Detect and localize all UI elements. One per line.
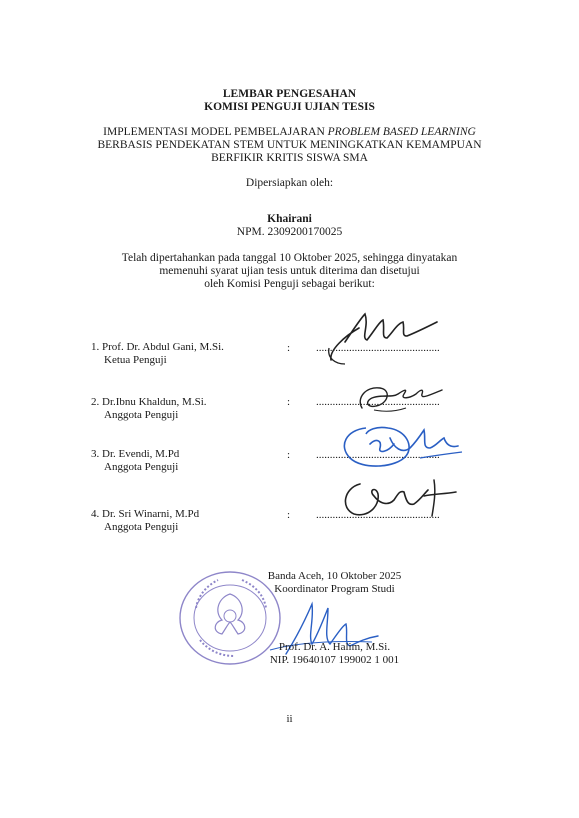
- examiner-1-name: 1. Prof. Dr. Abdul Gani, M.Si.: [91, 341, 224, 353]
- thesis-title-line-1: [0, 126, 579, 139]
- examiner-3-colon: :: [287, 449, 291, 461]
- approval-name: Prof. Dr. A. Halim, M.Si.: [278, 641, 391, 653]
- examiner-2-colon: :: [287, 396, 291, 408]
- author-name: Khairani: [267, 213, 312, 225]
- examiner-1-role: Ketua Penguji: [104, 354, 167, 366]
- examiner-3-name: 3. Dr. Evendi, M.Pd: [91, 448, 180, 460]
- examiner-3-signature-line: .............................................: [316, 449, 440, 461]
- approval-position: Koordinator Program Studi: [274, 583, 395, 595]
- examiner-2-role: Anggota Penguji: [104, 409, 179, 421]
- examiner-4-name: 4. Dr. Sri Winarni, M.Pd: [91, 508, 200, 520]
- thesis-title-prefix: IMPLEMENTASI MODEL PEMBELAJARAN: [103, 126, 328, 138]
- thesis-title-italic: PROBLEM BASED LEARNING: [327, 126, 476, 138]
- examiner-3-role: Anggota Penguji: [104, 461, 179, 473]
- thesis-title-line-2: BERBASIS PENDEKATAN STEM UNTUK MENINGKATKAN KEMAMPUAN: [97, 139, 482, 151]
- author-npm: NPM. 2309200170025: [236, 226, 343, 238]
- approval-nip: NIP. 19640107 199002 1 001: [269, 654, 400, 666]
- examiner-2-name: 2. Dr.Ibnu Khaldun, M.Si.: [91, 396, 207, 408]
- signature-examiner-1: [325, 308, 445, 368]
- examiner-4-role: Anggota Penguji: [104, 521, 179, 533]
- signature-examiner-3: [336, 418, 466, 473]
- examiner-4-colon: :: [287, 509, 291, 521]
- document-heading: LEMBAR PENGESAHAN: [222, 88, 357, 100]
- statement-line-1: Telah dipertahankan pada tanggal 10 Oktober 2025, sehingga dinyatakan: [121, 252, 458, 264]
- examiner-4-signature-line: .............................................: [316, 509, 440, 521]
- examiner-1-colon: :: [287, 342, 291, 354]
- document-subheading: KOMISI PENGUJI UJIAN TESIS: [204, 101, 375, 113]
- examiner-2-signature-line: .............................................: [316, 396, 440, 408]
- thesis-title-line-3: BERFIKIR KRITIS SISWA SMA: [211, 152, 368, 164]
- examiner-1-signature-line: .............................................: [316, 342, 440, 354]
- signature-examiner-4: [338, 476, 463, 521]
- statement-line-3: oleh Komisi Penguji sebagai berikut:: [204, 278, 375, 290]
- statement-line-2: memenuhi syarat ujian tesis untuk diterima dan disetujui: [159, 265, 420, 277]
- signature-examiner-2: [354, 380, 449, 415]
- prepared-by-label: Dipersiapkan oleh:: [245, 177, 334, 189]
- page-number: ii: [286, 713, 293, 725]
- approval-place-date: Banda Aceh, 10 Oktober 2025: [267, 570, 402, 582]
